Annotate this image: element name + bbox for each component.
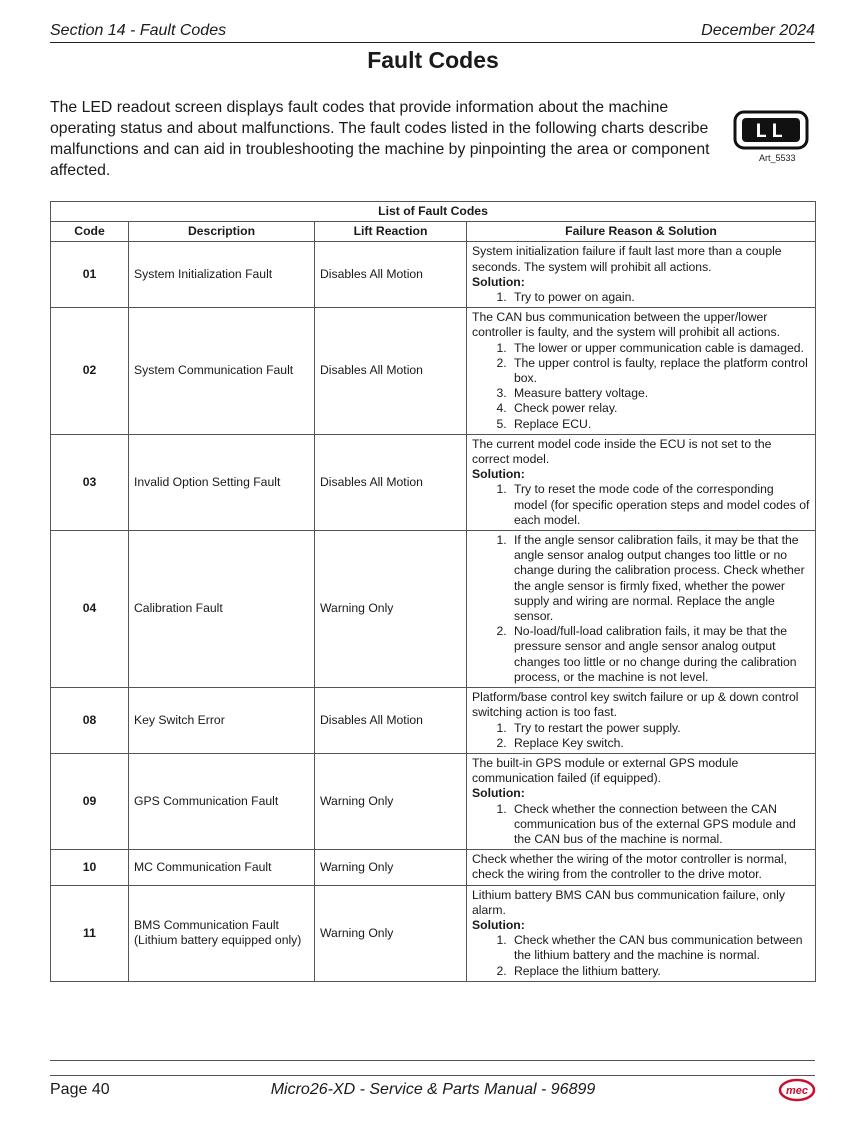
fault-code: 02 <box>51 308 129 435</box>
solution-step: 1. If the angle sensor calibration fails, it may be that the angle sensor analog output changes too little or no change during the calibration process. Check whether the angle sensor is firmly fixed, whether the power supply and wiring are normal. Replace the angle sensor. <box>510 533 810 624</box>
mec-logo <box>778 1078 816 1102</box>
lift-reaction: Disables All Motion <box>315 242 467 308</box>
lift-reaction: Disables All Motion <box>315 688 467 754</box>
table-row <box>51 531 816 688</box>
failure-reason-text: The built-in GPS module or external GPS module communication failed (if equipped). <box>472 755 739 786</box>
fault-codes-table <box>50 201 816 982</box>
header-rule <box>50 42 815 43</box>
solution-step: 2. Replace the lithium battery. <box>510 964 810 979</box>
failure-reason-solution <box>467 850 816 885</box>
solution-step: 1. Check whether the connection between the CAN communication bus of the external GPS module and the CAN bus of the machine is normal. <box>510 802 810 848</box>
table-caption: List of Fault Codes <box>51 202 816 222</box>
solution-steps <box>472 482 810 528</box>
fault-description: Calibration Fault <box>129 531 315 688</box>
footer-rule-bottom <box>50 1075 815 1076</box>
fault-description: System Initialization Fault <box>129 242 315 308</box>
failure-reason-solution <box>467 688 816 754</box>
fault-description: MC Communication Fault <box>129 850 315 885</box>
col-reaction-header: Lift Reaction <box>315 222 467 242</box>
solution-steps <box>472 533 810 685</box>
failure-reason-solution <box>467 434 816 530</box>
solution-step: 2. No-load/full-load calibration fails, it may be that the pressure sensor and angle sensor analog output changes too little or no change during the calibration process, or the machine is not level. <box>510 624 810 685</box>
table-row <box>51 850 816 885</box>
col-code-header: Code <box>51 222 129 242</box>
page-title: Fault Codes <box>367 47 499 73</box>
solution-label: Solution: <box>472 274 525 289</box>
table-row <box>51 434 816 530</box>
fault-description: BMS Communication Fault (Lithium battery equipped only) <box>129 885 315 981</box>
art-label: Art_5533 <box>759 153 796 163</box>
fault-code: 09 <box>51 753 129 849</box>
solution-label: Solution: <box>472 917 525 932</box>
fault-description: System Communication Fault <box>129 308 315 435</box>
solution-steps <box>472 721 810 751</box>
solution-steps <box>472 933 810 979</box>
table-row <box>51 753 816 849</box>
failure-reason-text: The CAN bus communication between the upper/lower controller is faulty, and the system will prohibit all actions. <box>472 310 780 340</box>
fault-code: 04 <box>51 531 129 688</box>
failure-reason-solution <box>467 308 816 435</box>
solution-step: 3. Measure battery voltage. <box>510 386 810 401</box>
lift-reaction: Disables All Motion <box>315 434 467 530</box>
solution-step: 2. Replace Key switch. <box>510 736 810 751</box>
table-row <box>51 885 816 981</box>
failure-reason-text: Lithium battery BMS CAN bus communication failure, only alarm. <box>472 887 785 917</box>
solution-step: 4. Check power relay. <box>510 401 810 416</box>
header-section: Section 14 - Fault Codes <box>50 22 227 39</box>
solution-label: Solution: <box>472 786 525 801</box>
col-description-header: Description <box>129 222 315 242</box>
fault-code: 08 <box>51 688 129 754</box>
solution-step: 2. The upper control is faulty, replace the platform control box. <box>510 356 810 386</box>
solution-steps <box>472 341 810 432</box>
failure-reason-solution <box>467 531 816 688</box>
footer-page-number: Page 40 <box>50 1081 110 1098</box>
solution-step: 1. Check whether the CAN bus communication between the lithium battery and the machine is normal. <box>510 933 810 963</box>
led-readout-icon <box>733 110 809 150</box>
solution-step: 5. Replace ECU. <box>510 417 810 432</box>
fault-description: GPS Communication Fault <box>129 753 315 849</box>
lift-reaction: Disables All Motion <box>315 308 467 435</box>
solution-steps <box>472 802 810 848</box>
fault-code: 01 <box>51 242 129 308</box>
solution-step: 1. The lower or upper communication cable is damaged. <box>510 341 810 356</box>
solution-step: 1. Try to restart the power supply. <box>510 721 810 736</box>
logo-text: mec <box>785 1085 809 1097</box>
solution-step: 1. Try to power on again. <box>510 290 810 305</box>
failure-reason-solution <box>467 753 816 849</box>
lift-reaction: Warning Only <box>315 753 467 849</box>
failure-reason-solution <box>467 242 816 308</box>
lift-reaction: Warning Only <box>315 850 467 885</box>
table-row <box>51 688 816 754</box>
footer-manual-title: Micro26-XD - Service & Parts Manual - 96899 <box>270 1081 596 1098</box>
failure-reason-text: Check whether the wiring of the motor controller is normal, check the wiring from the controller to the drive motor. <box>472 852 787 882</box>
failure-reason-text: Platform/base control key switch failure or up & down control switching action is too fast. <box>472 690 799 720</box>
footer-rule-top <box>50 1060 815 1061</box>
lift-reaction: Warning Only <box>315 531 467 688</box>
failure-reason-text: The current model code inside the ECU is not set to the correct model. <box>472 436 772 467</box>
failure-reason-text: System initialization failure if fault last more than a couple seconds. The system will prohibit all actions. <box>472 244 782 274</box>
table-row <box>51 308 816 435</box>
header-date: December 2024 <box>701 22 815 39</box>
fault-code: 10 <box>51 850 129 885</box>
fault-rows <box>51 242 816 981</box>
led-display-text: LL <box>754 121 788 144</box>
fault-code: 11 <box>51 885 129 981</box>
intro-paragraph: The LED readout screen displays fault codes that provide information about the machine operating status and about malfunctions. The fault codes listed in the following charts describe malfunctions and can aid in troubleshooting the machine by pinpointing the area or component affected. <box>50 99 710 179</box>
fault-code: 03 <box>51 434 129 530</box>
fault-description: Key Switch Error <box>129 688 315 754</box>
solution-step: 1. Try to reset the mode code of the corresponding model (for specific operation steps and model codes of each model. <box>510 482 810 528</box>
solution-steps <box>472 290 810 305</box>
solution-label: Solution: <box>472 467 525 482</box>
failure-reason-solution <box>467 885 816 981</box>
table-row <box>51 242 816 308</box>
lift-reaction: Warning Only <box>315 885 467 981</box>
fault-description: Invalid Option Setting Fault <box>129 434 315 530</box>
col-solution-header: Failure Reason & Solution <box>467 222 816 242</box>
